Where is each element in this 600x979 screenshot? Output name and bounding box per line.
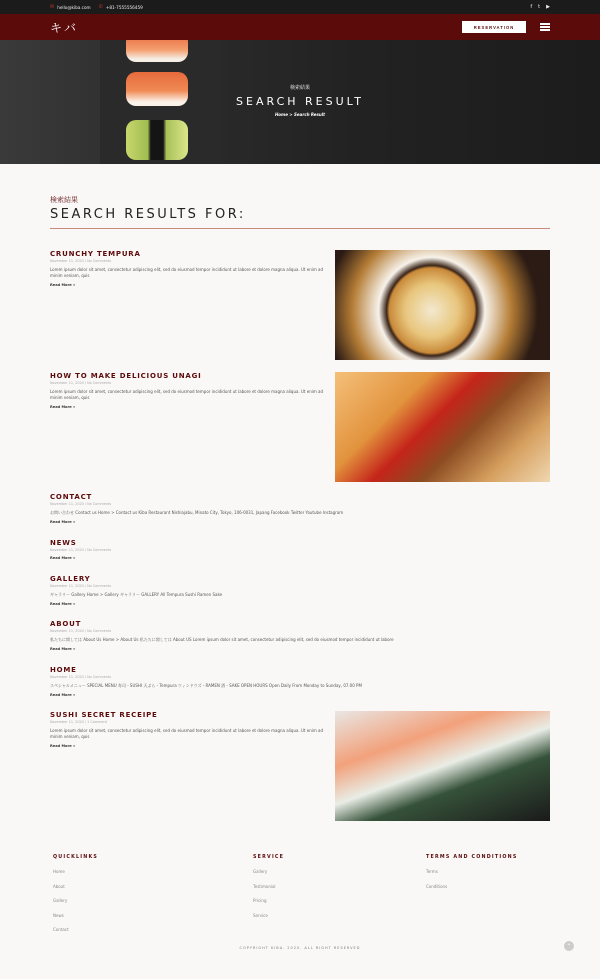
post-title[interactable]: ABOUT [50, 620, 82, 628]
post-meta: November 11, 2020 / No Comments [50, 502, 112, 506]
youtube-icon[interactable]: ▶ [546, 4, 550, 10]
email-contact[interactable] [50, 4, 91, 10]
post-excerpt: Lorem ipsum dolor sit amet, consectetur adipiscing elit, sed do eiusmod tempor incididunt ut labore et dolore magna aliqua. Ut enim ad minim veniam, quis [50, 389, 324, 400]
post-meta: November 11, 2020 / No Comments [50, 548, 112, 552]
hero-title: SEARCH RESULT [236, 95, 364, 108]
post-excerpt: スペシャルメニュー SPECIAL MENU 寿司 - SUSHI 天ぷら - Tempura ウィンドウズ - RAMEN 酒 - SAKE OPEN HOURS Open Daily From Monday to Sunday, 07.00 PM [50, 683, 362, 688]
post-excerpt: Lorem ipsum dolor sit amet, consectetur adipiscing elit, sed do eiusmod tempor incididunt ut labore et dolore magna aliqua. Ut enim ad minim veniam, quis [50, 267, 324, 278]
read-more-link[interactable]: Read More » [50, 744, 76, 748]
search-result-item [50, 711, 325, 748]
email-text: hello@kiba.com [57, 4, 91, 10]
hero-sushi-image [126, 120, 188, 160]
post-title[interactable]: CRUNCHY TEMPURA [50, 250, 141, 258]
reservation-button[interactable]: RESERVATION [462, 21, 526, 33]
read-more-link[interactable]: Read More » [50, 520, 76, 524]
footer-heading: SERVICE [253, 855, 285, 860]
read-more-link[interactable]: Read More » [50, 693, 76, 697]
read-more-link[interactable]: Read More » [50, 556, 76, 560]
post-excerpt: お問い合わせ Contact us Home > Contact us Kiba Restaurant Nishiajabu, Minato City, Tokyo, 106-0031, Japang Facebook Twitter Youtube Instagram [50, 510, 344, 515]
results-header [50, 195, 550, 222]
post-meta: November 11, 2020 / No Comments [50, 675, 112, 679]
menu-hamburger-icon[interactable] [540, 23, 550, 31]
post-meta: November 11, 2020 / No Comments [50, 584, 112, 588]
search-result-item [50, 250, 325, 287]
footer-heading: TERMS AND CONDITIONS [426, 855, 518, 860]
post-title[interactable]: SUSHI SECRET RECEIPE [50, 711, 158, 719]
divider [50, 228, 550, 229]
footer-link-terms[interactable]: Terms [426, 869, 438, 874]
footer-link-contact[interactable]: Contact [53, 927, 69, 932]
post-meta: November 11, 2020 / 1 Comment [50, 720, 107, 724]
hero-banner [0, 40, 600, 164]
scroll-top-icon[interactable]: ⌃ [564, 941, 574, 951]
main-nav [0, 14, 600, 40]
read-more-link[interactable]: Read More » [50, 602, 76, 606]
copyright: COPYRIGHT KIBA. 2020. ALL RIGHT RESERVED [239, 946, 361, 950]
mail-icon: ✉ [50, 4, 55, 10]
facebook-icon[interactable]: f [530, 4, 533, 10]
post-title[interactable]: GALLERY [50, 575, 91, 583]
footer-link-conditions[interactable]: Conditions [426, 883, 448, 889]
twitter-icon[interactable]: t [538, 4, 541, 10]
read-more-link[interactable]: Read More » [50, 405, 76, 409]
results-title: SEARCH RESULTS FOR: [50, 207, 246, 222]
post-excerpt: Lorem ipsum dolor sit amet, consectetur adipiscing elit, sed do eiusmod tempor incididunt ut labore et dolore magna aliqua. Ut enim ad minim veniam, quis [50, 728, 324, 739]
footer-link-pricing[interactable]: Pricing [253, 898, 267, 903]
hero-sushi-image [126, 40, 188, 62]
footer-link-about[interactable]: About [53, 883, 65, 889]
site-logo[interactable]: キバ [50, 20, 79, 35]
footer-terms [426, 855, 518, 898]
footer-link-news[interactable]: News [53, 912, 64, 918]
post-title[interactable]: NEWS [50, 539, 77, 547]
breadcrumb[interactable]: Home > Search Result [274, 112, 326, 117]
footer-link-home[interactable]: Home [53, 869, 65, 874]
post-excerpt: 私たちに関しては About Us Home > About Us 私たちに関しては About US Lorem ipsum dolor sit amet, consectetur adipiscing elit, sed do eiusmod tempor incididunt ut labore [50, 637, 394, 642]
search-result-item [50, 539, 550, 560]
search-result-item [50, 620, 550, 651]
post-title[interactable]: CONTACT [50, 493, 93, 501]
search-result-item [50, 575, 550, 606]
post-title[interactable]: HOW TO MAKE DELICIOUS UNAGI [50, 372, 202, 380]
footer-quicklinks [53, 855, 98, 942]
post-meta: November 11, 2020 / No Comments [50, 259, 112, 263]
sushi-image[interactable] [335, 711, 550, 821]
footer-heading: QUICKLINKS [53, 855, 99, 860]
post-meta: November 11, 2020 / No Comments [50, 381, 112, 385]
phone-contact[interactable] [99, 4, 143, 10]
search-result-item [50, 666, 550, 697]
post-excerpt: ギャラリー Gallery Home > Gallery ギャラリー GALLERY All Tempura Sushi Ramen Sake [50, 592, 223, 597]
site-footer [0, 830, 600, 979]
phone-icon: ✆ [98, 4, 103, 10]
post-title[interactable]: HOME [50, 666, 77, 674]
top-bar [0, 0, 600, 14]
read-more-link[interactable]: Read More » [50, 283, 76, 287]
footer-service [253, 855, 284, 927]
footer-link-gallery[interactable]: Gallery [253, 869, 268, 874]
search-result-item [50, 493, 550, 524]
post-meta: November 11, 2020 / No Comments [50, 629, 112, 633]
footer-link-gallery[interactable]: Gallery [53, 898, 68, 903]
unagi-image[interactable] [335, 372, 550, 482]
tempura-image[interactable] [335, 250, 550, 360]
footer-link-service[interactable]: Service [253, 912, 268, 918]
hero-subtitle-jp: 検索結果 [289, 85, 310, 91]
phone-text: +81-7555556459 [105, 4, 143, 10]
social-links [530, 4, 550, 10]
footer-link-testimonial[interactable]: Testimonial [253, 883, 276, 889]
read-more-link[interactable]: Read More » [50, 647, 76, 651]
results-subtitle-jp: 検索結果 [50, 196, 78, 204]
search-result-item [50, 372, 325, 409]
